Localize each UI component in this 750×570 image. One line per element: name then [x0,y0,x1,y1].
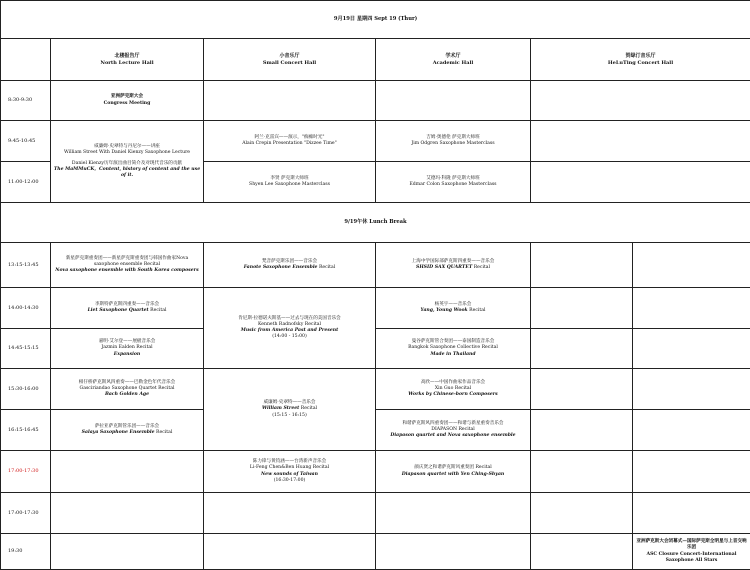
empty-cell [531,243,633,288]
time-label: 16:15-16:45 [1,410,51,451]
event-bangkok-collective: 曼谷萨克斯管合奏团——泰国制造音乐会 Bangkok Saxophone Collective Recital Made in Thailand [376,329,531,369]
event-xin-guo-recital: 高欣——中国作曲家作品音乐会 Xin Guo Recital Works by Chinese-born Composers [376,369,531,410]
row-1700-b [1,493,750,534]
hall-header-north-lecture: 北楼报告厅 North Lecture Hall [51,39,204,81]
row-0945 [1,121,750,162]
event-liet-quartet: 李斯特萨克斯四重奏——音乐会 Liet Saxophone Quartet Recital [51,288,204,329]
hall-header-academic: 学术厅 Academic Hall [376,39,531,81]
empty-cell [531,369,633,410]
row-1615 [1,410,750,451]
time-label: 9:45-10:45 [1,121,51,162]
event-diapason-yen: 颜庆贤之和谐萨克斯风重奏团 Recital Diapason quartet with Yen Ching-Shyan [376,451,531,493]
event-gasci-quartet: 相仔桥萨克斯风四重奏——巴勒金色年代音乐会 Gasciriandao Saxophone Quartet Recital Bach Golden Age [51,369,204,410]
event-congress-meeting: 亚洲萨克斯大会 Congress Meeting [51,81,204,121]
empty-cell [633,329,750,369]
empty-cell [633,451,750,493]
empty-cell [531,451,633,493]
empty-cell [51,534,204,570]
empty-cell [51,451,204,493]
event-odgren-masterclass: 吉姆·奥德伦 萨克斯大师班 Jim Odgren Saxophone Masterclass [376,121,531,162]
time-label: 19:30 [1,534,51,570]
event-lee-masterclass: 李贤 萨克斯大师班 Shyen Lee Saxophone Masterclass [204,162,376,203]
empty-cell [531,81,750,121]
event-shsid-quartet: 上海中学国际部萨克斯四重奏——音乐会 SHSID SAX QUARTET Recital [376,243,531,288]
empty-cell [633,243,750,288]
empty-cell [633,410,750,451]
schedule-title: 9月19日 星期四 Sept 19 (Thur) [1,1,750,39]
event-kenneth-recital: 肯尼斯·拉德诺夫斯基——过去与现在的美国音乐会 Kenneth Radnofsky Recital Music from America Past and Present (14:00 - 15:00) [204,288,376,369]
event-chen-huang-recital: 陈力锋与黄钧涵——台湾新声音乐会 Li-Feng Chen&Ben Huang Recital New sounds of Taiwan (16:30-17:00) [204,451,376,493]
time-label: 15:30-16:00 [1,369,51,410]
time-label: 14:00-14:30 [1,288,51,329]
empty-cell [376,493,531,534]
empty-cell [51,493,204,534]
empty-cell [376,534,531,570]
header-row [1,39,750,81]
row-1315 [1,243,750,288]
empty-cell [633,288,750,329]
time-label: 14:45-15:15 [1,329,51,369]
event-north-lecture: 威廉姆·史翠特与丹尼尔——讲座 William Street With Daniel Kienzy Saxophone Lecture Daniel Kienzy历年演出曲目简介及对现代音乐的贡献 The MaMMuCK，Content, history of content and the use of it. [51,121,204,203]
hall-header-small-concert: 小音乐厅 Small Concert Hall [204,39,376,81]
event-jazmin-recital: 嘉明·艾尔登——展板音乐会 Jazmin Ealden Recital Expansion [51,329,204,369]
row-0830 [1,81,750,121]
hall-header-heluting: 贺绿汀音乐厅 HeLuTing Concert Hall [531,39,750,81]
row-1530 [1,369,750,410]
row-1445 [1,329,750,369]
time-label: 13:15-13:45 [1,243,51,288]
empty-cell [531,288,633,329]
row-1400 [1,288,750,329]
empty-cell [531,410,633,451]
header-time-blank [1,39,51,81]
event-fanote-ensemble: 梵音萨克斯乐团——音乐会 Fanote Saxophone Ensemble Recital [204,243,376,288]
row-1930 [1,534,750,570]
empty-cell [633,369,750,410]
empty-cell [204,534,376,570]
title-row [1,1,750,39]
event-yang-recital: 杨英宇——音乐会 Yang, Young Wook Recital [376,288,531,329]
empty-cell [531,162,750,203]
empty-cell [376,81,531,121]
event-diapason-nova: 和谐萨克斯风四重奏团——和谐与新星重奏音乐会 DIAPASON Recital Diapason quartet and Nova saxophone ensemble [376,410,531,451]
empty-cell [531,493,633,534]
time-label: 8:30-9:30 [1,81,51,121]
empty-cell [204,493,376,534]
time-label: 11:00-12:00 [1,162,51,203]
row-1700-a [1,451,750,493]
lunch-row [1,203,750,243]
empty-cell [531,534,633,570]
time-label: 17:00-17:30 [1,493,51,534]
event-crepin-presentation: 阿兰·克雷宾——演示，"痴痴时光" Alain Crepin Presentation "Dizzee Time" [204,121,376,162]
empty-cell [633,493,750,534]
lunch-break-label: 9/19午休 Lunch Break [1,203,750,243]
event-closing-concert: 亚洲萨克斯大会闭幕式—国际萨克斯全明星与上音交响乐团 ASC Closure Concert-International Saxophone All Stars [633,534,750,570]
event-street-recital: 威廉姆·史翠特——音乐会 William Street Recital (15:15 - 16:15) [204,369,376,451]
empty-cell [531,121,750,162]
empty-cell [204,81,376,121]
event-salaya-ensemble: 萨拉亚萨克斯管乐团——音乐会 Salaya Saxophone Ensemble Recital [51,410,204,451]
event-nova-ensemble: 新星萨克斯重奏团——新星萨克斯重奏团与韩国作曲家Nova saxophone ensemble Recital Nova saxophone ensemble with South Korea composers [51,243,204,288]
empty-cell [531,329,633,369]
event-colon-masterclass: 艾德玛·科隆 萨克斯大师班 Edmar Colon Saxophone Masterclass [376,162,531,203]
time-label: 17:00-17:30 [1,451,51,493]
